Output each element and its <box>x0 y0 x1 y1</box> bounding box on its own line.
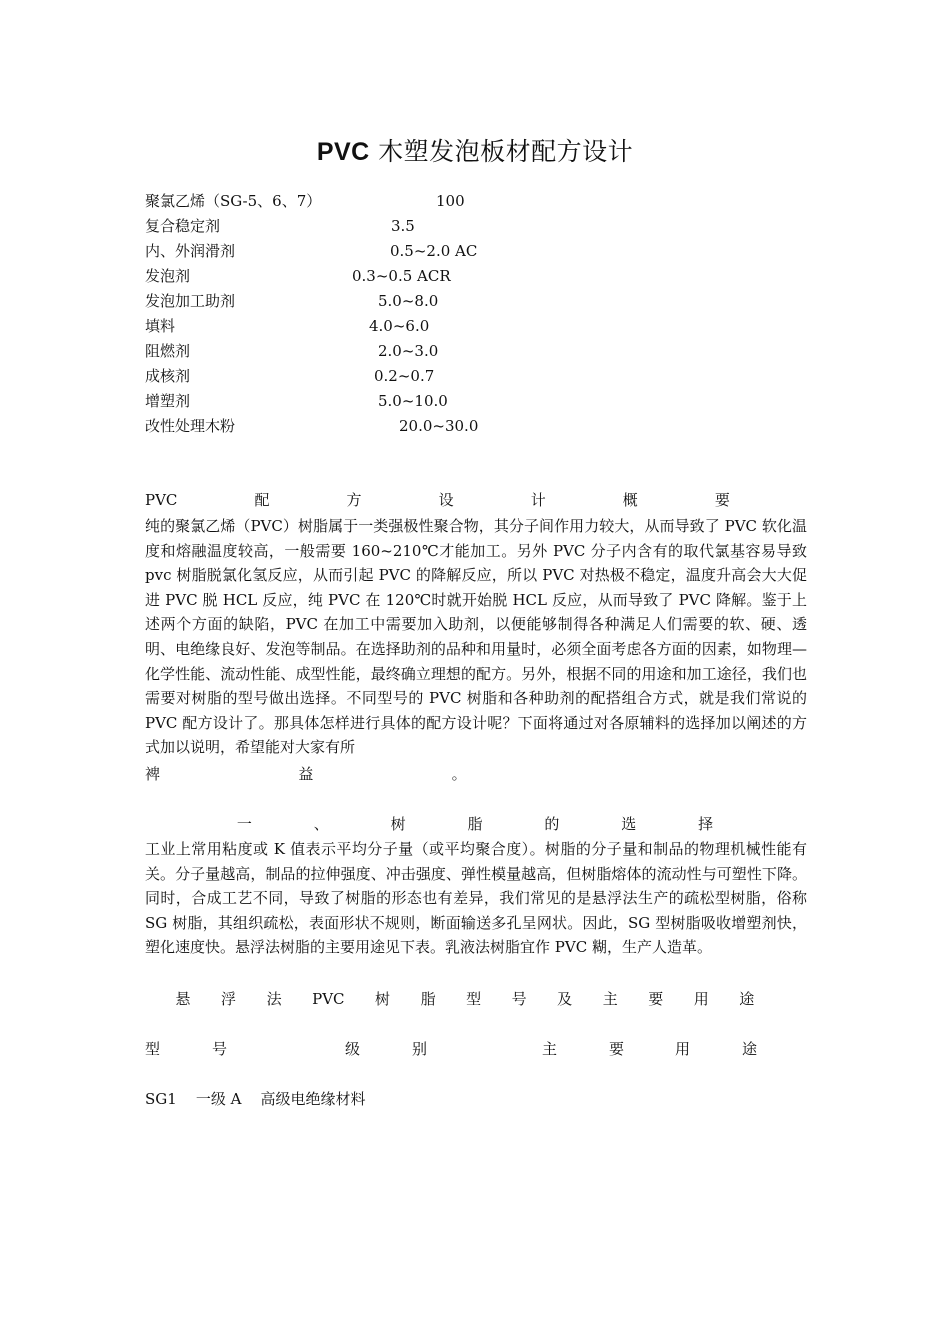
header-char: 级 <box>345 1040 361 1058</box>
ingredient-amount: 5.0~10.0 <box>378 392 448 410</box>
header-char: 别 <box>412 1040 428 1058</box>
caption-char: 树 <box>375 990 391 1008</box>
heading-char: 树 <box>390 815 406 833</box>
heading-char: 一 <box>236 815 252 833</box>
caption-char: 要 <box>648 990 664 1008</box>
caption-char: 及 <box>557 990 573 1008</box>
caption-char: 主 <box>602 990 618 1008</box>
ingredient-name: 内、外润滑剂 <box>145 242 236 260</box>
header-char: 要 <box>609 1040 625 1058</box>
ingredient-amount: 3.5 <box>391 217 415 235</box>
caption-char: 法 <box>266 990 282 1008</box>
ingredient-amount: 4.0~6.0 <box>369 317 430 335</box>
ingredient-name: 成核剂 <box>145 367 191 385</box>
heading-char: 配 <box>254 491 270 509</box>
ingredient-name: 改性处理木粉 <box>145 417 236 435</box>
title-latin: PVC <box>316 138 370 166</box>
heading-char: 脂 <box>467 815 483 833</box>
overview-paragraph: 纯的聚氯乙烯（PVC）树脂属于一类强极性聚合物，其分子间作用力较大，从而导致了 PVC 软化温度和熔融温度较高，一般需要 160~210℃才能加工。另外 PVC 分子内含有的取代氯基容易导致 pvc 树脂脱氯化氢反应，从而引起 PVC 的降解反应，所以 PVC 对热极不稳定，温度升高会大大促进 PVC 脱 HCL 反应，纯 PVC 在 120℃时就开始脱 HCL 反应，从而导致了 PVC 降解。鉴于上述两个方面的缺陷，PVC 在加工中需要加入助剂，以便能够制得各种满足人们需要的软、硬、透明、电绝缘良好、发泡等制品。在选择助剂的品种和用量时，必须全面考虑各方面的因素，如物理—化学性能、流动性能、成型性能，最终确立理想的配方。另外，根据不同的用途和加工途径，我们也需要对树脂的型号做出选择。不同型号的 PVC 树脂和各种助剂的配搭组合方式，就是我们常说的 PVC 配方设计了。那具体怎样进行具体的配方设计呢？下面将通过对各原辅料的选择加以阐述的方式加以说明，希望能对大家有所 <box>145 517 807 757</box>
ingredient-amount: 20.0~30.0 <box>399 417 479 435</box>
ingredient-amount: 0.3~0.5 ACR <box>352 267 451 285</box>
ingredient-amount: 5.0~8.0 <box>378 292 439 310</box>
ingredient-name: 阻燃剂 <box>145 342 191 360</box>
heading-char: 要 <box>714 491 730 509</box>
ingredient-name: 发泡剂 <box>145 267 191 285</box>
header-char: 型 <box>145 1040 161 1058</box>
caption-char: PVC <box>312 990 345 1008</box>
heading-char: 计 <box>530 491 546 509</box>
section-1-paragraph: 工业上常用粘度或 K 值表示平均分子量（或平均聚合度）。树脂的分子量和制品的物理机械性能有关。分子量越高，制品的拉伸强度、冲击强度、弹性模量越高，但树脂熔体的流动性与可塑性下降。同时，合成工艺不同，导致了树脂的形态也有差异，我们常见的是悬浮法生产的疏松型树脂，俗称 SG 树脂，其组织疏松，表面形状不规则，断面输送多孔呈网状。因此，SG 型树脂吸收增塑剂快，塑化速度快。悬浮法树脂的主要用途见下表。乳液法树脂宜作 PVC 糊，生产人造革。 <box>145 840 807 957</box>
caption-char: 用 <box>693 990 709 1008</box>
ingredient-amount: 2.0~3.0 <box>378 342 439 360</box>
overview-heading <box>145 488 807 513</box>
caption-char: 型 <box>466 990 482 1008</box>
ingredient-amount: 0.2~0.7 <box>374 367 435 385</box>
caption-char: 悬 <box>175 990 191 1008</box>
header-char: 途 <box>742 1040 758 1058</box>
header-char: 用 <box>675 1040 691 1058</box>
overview-paragraph-tail <box>145 762 605 787</box>
caption-char: 号 <box>511 990 527 1008</box>
table-row: SG1 一级 A 高级电绝缘材料 <box>145 1090 366 1108</box>
ingredient-amount: 100 <box>436 192 465 210</box>
ingredient-amount: 0.5~2.0 AC <box>390 242 478 260</box>
tail-char: 裨 <box>145 765 161 783</box>
caption-char: 脂 <box>420 990 436 1008</box>
ingredient-name: 填料 <box>145 317 176 335</box>
tail-char: 。 <box>451 765 467 783</box>
heading-char: 概 <box>622 491 638 509</box>
ingredient-name: 聚氯乙烯（SG-5、6、7） <box>145 192 322 210</box>
heading-char: 的 <box>544 815 560 833</box>
heading-char: 设 <box>438 491 454 509</box>
heading-char: 方 <box>346 491 362 509</box>
heading-char: 、 <box>313 815 329 833</box>
header-char: 号 <box>212 1040 228 1058</box>
ingredient-name: 增塑剂 <box>145 392 191 410</box>
section-1-heading <box>175 812 775 837</box>
page-title <box>0 134 950 170</box>
caption-char: 途 <box>739 990 755 1008</box>
tail-char: 益 <box>298 765 314 783</box>
title-rest: 木塑发泡板材配方设计 <box>369 137 634 166</box>
heading-char: PVC <box>145 491 178 509</box>
ingredient-name: 复合稳定剂 <box>145 217 221 235</box>
caption-char: 浮 <box>221 990 237 1008</box>
ingredient-name: 发泡加工助剂 <box>145 292 236 310</box>
header-char: 主 <box>542 1040 558 1058</box>
table-caption <box>145 987 785 1012</box>
heading-char: 择 <box>698 815 714 833</box>
heading-char: 选 <box>621 815 637 833</box>
